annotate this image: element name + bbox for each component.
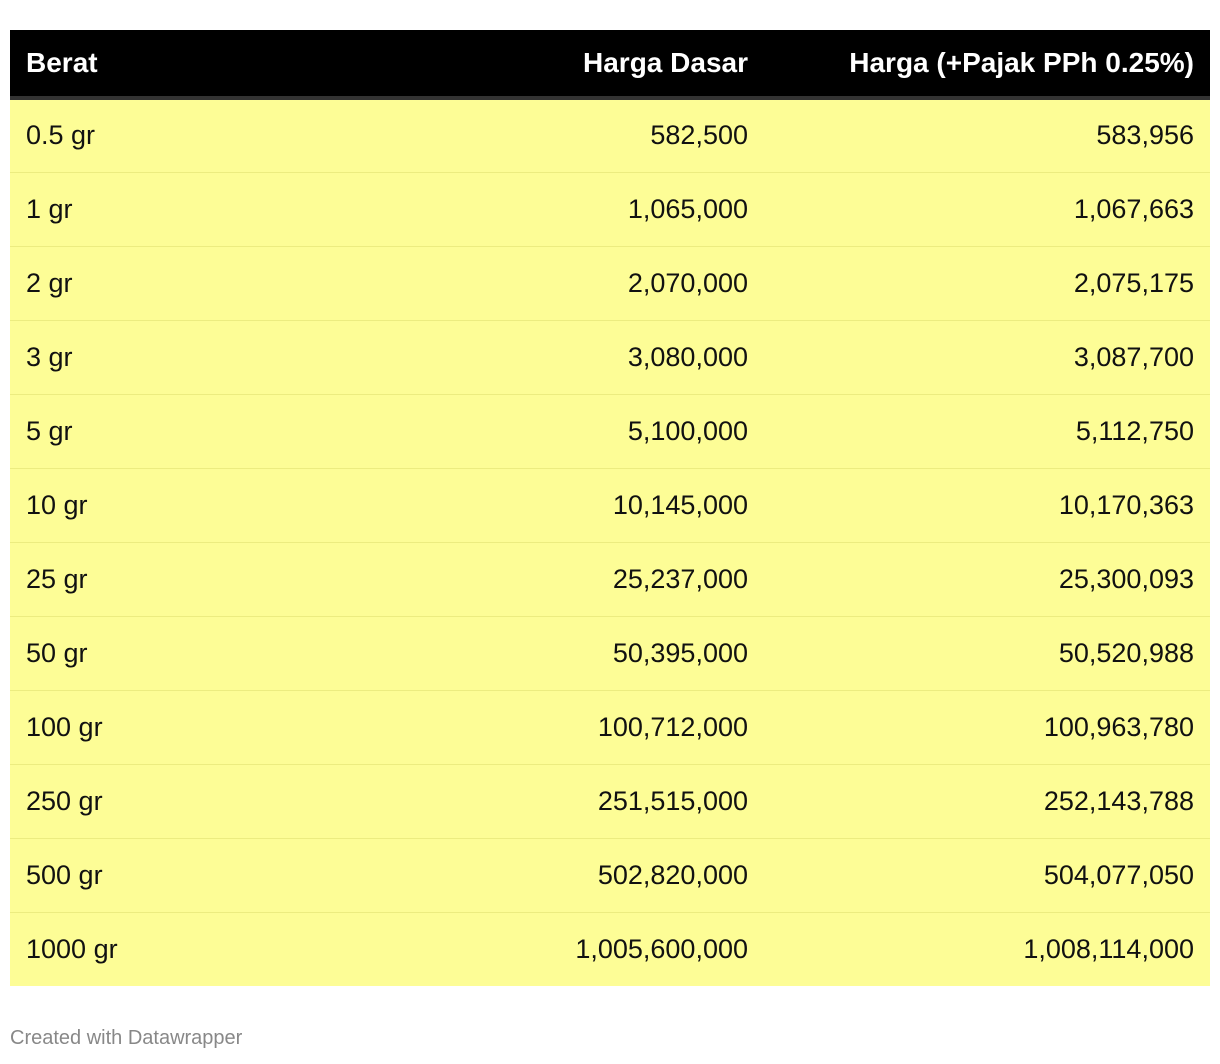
- table-row: [10, 764, 1210, 838]
- table-row: [10, 394, 1210, 468]
- price-table: [10, 30, 1210, 986]
- table-body: [10, 98, 1210, 986]
- table-row: [10, 320, 1210, 394]
- cell-harga-pajak: 5,112,750: [764, 394, 1210, 468]
- cell-harga-pajak: 50,520,988: [764, 616, 1210, 690]
- cell-harga-dasar: 3,080,000: [425, 320, 764, 394]
- table-row: [10, 172, 1210, 246]
- cell-berat: 2 gr: [10, 246, 425, 320]
- table-row: [10, 98, 1210, 172]
- cell-harga-pajak: 1,008,114,000: [764, 912, 1210, 986]
- cell-harga-dasar: 25,237,000: [425, 542, 764, 616]
- table-row: [10, 838, 1210, 912]
- cell-harga-dasar: 1,005,600,000: [425, 912, 764, 986]
- column-header-berat[interactable]: Berat: [10, 30, 425, 98]
- cell-harga-pajak: 1,067,663: [764, 172, 1210, 246]
- cell-harga-dasar: 1,065,000: [425, 172, 764, 246]
- column-header-harga-pajak[interactable]: Harga (+Pajak PPh 0.25%): [764, 30, 1210, 98]
- cell-harga-pajak: 583,956: [764, 98, 1210, 172]
- cell-harga-pajak: 252,143,788: [764, 764, 1210, 838]
- cell-berat: 100 gr: [10, 690, 425, 764]
- cell-harga-pajak: 3,087,700: [764, 320, 1210, 394]
- cell-berat: 50 gr: [10, 616, 425, 690]
- cell-harga-dasar: 5,100,000: [425, 394, 764, 468]
- table-row: [10, 468, 1210, 542]
- cell-harga-dasar: 582,500: [425, 98, 764, 172]
- cell-harga-dasar: 50,395,000: [425, 616, 764, 690]
- cell-harga-dasar: 10,145,000: [425, 468, 764, 542]
- table-row: [10, 542, 1210, 616]
- header-row: [10, 30, 1210, 98]
- cell-berat: 10 gr: [10, 468, 425, 542]
- price-table-container: [10, 30, 1210, 986]
- cell-berat: 250 gr: [10, 764, 425, 838]
- cell-harga-dasar: 2,070,000: [425, 246, 764, 320]
- cell-harga-pajak: 2,075,175: [764, 246, 1210, 320]
- cell-berat: 1 gr: [10, 172, 425, 246]
- cell-harga-pajak: 504,077,050: [764, 838, 1210, 912]
- cell-harga-dasar: 251,515,000: [425, 764, 764, 838]
- cell-harga-pajak: 25,300,093: [764, 542, 1210, 616]
- table-row: [10, 912, 1210, 986]
- cell-berat: 5 gr: [10, 394, 425, 468]
- table-row: [10, 616, 1210, 690]
- table-header: [10, 30, 1210, 98]
- cell-harga-dasar: 502,820,000: [425, 838, 764, 912]
- cell-berat: 1000 gr: [10, 912, 425, 986]
- cell-harga-pajak: 100,963,780: [764, 690, 1210, 764]
- cell-harga-dasar: 100,712,000: [425, 690, 764, 764]
- cell-harga-pajak: 10,170,363: [764, 468, 1210, 542]
- cell-berat: 0.5 gr: [10, 98, 425, 172]
- table-row: [10, 246, 1210, 320]
- cell-berat: 25 gr: [10, 542, 425, 616]
- datawrapper-credit: Created with Datawrapper: [10, 1027, 243, 1049]
- table-row: [10, 690, 1210, 764]
- cell-berat: 500 gr: [10, 838, 425, 912]
- column-header-harga-dasar[interactable]: Harga Dasar: [425, 30, 764, 98]
- cell-berat: 3 gr: [10, 320, 425, 394]
